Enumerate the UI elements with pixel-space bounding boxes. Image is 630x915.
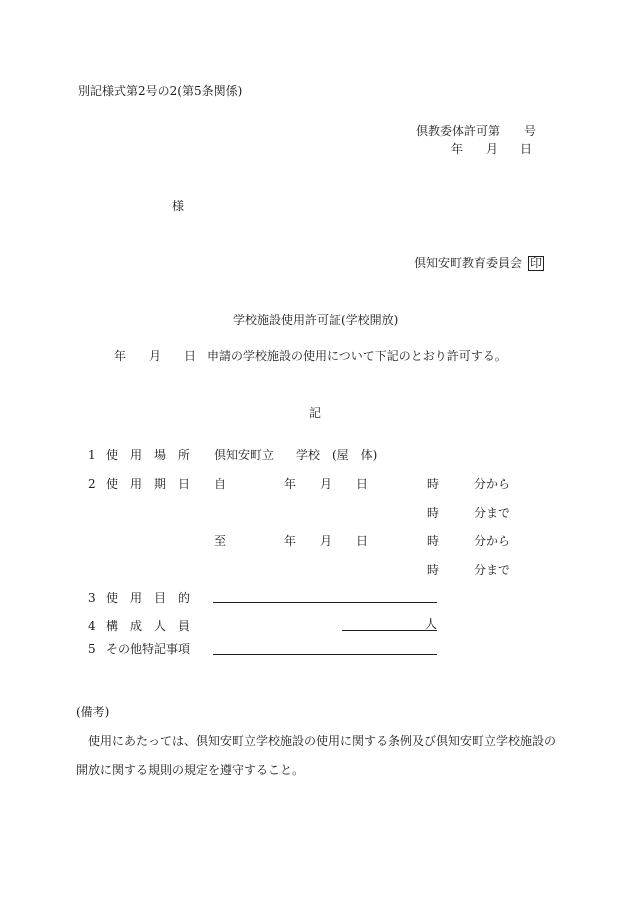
period-from-day: 日: [356, 477, 369, 491]
intro-day: 日: [184, 349, 197, 363]
period-to-month: 月: [320, 534, 333, 548]
members-unit: 人: [425, 617, 438, 631]
item-5-label: その他特記事項: [106, 642, 191, 656]
period-from-month: 月: [320, 477, 333, 491]
remarks-line-1: 使用にあたっては、倶知安町立学校施設の使用に関する条例及び倶知安町立学校施設の: [88, 734, 557, 748]
facility: (屋 体): [332, 448, 378, 462]
item-3-number: 3: [88, 591, 96, 605]
seal-stamp: 印: [530, 256, 543, 270]
purpose-underline: [213, 602, 437, 603]
period-from-year: 年: [284, 477, 297, 491]
period-hour: 時: [427, 506, 440, 520]
item-2-label-char: 期: [154, 477, 167, 491]
item-5-number: 5: [88, 642, 96, 656]
item-4-number: 4: [88, 619, 96, 633]
period-to-day: 日: [356, 534, 369, 548]
period-hour: 時: [427, 477, 440, 491]
issuer-block: [414, 256, 544, 271]
item-3-label-char: 目: [154, 591, 167, 605]
period-hour: 時: [427, 534, 440, 548]
item-3-label-char: 使: [106, 591, 119, 605]
item-4-label-char: 構: [106, 619, 119, 633]
permit-date-month: 月: [486, 142, 499, 156]
item-1-number: 1: [88, 448, 96, 462]
recipient-suffix: 様: [172, 199, 185, 213]
issuer-name: 倶知安町教育委員会: [414, 256, 523, 270]
intro-text: 申請の学校施設の使用について下記のとおり許可する。: [207, 349, 507, 363]
item-2-label-char: 使: [106, 477, 119, 491]
permit-number: 倶教委体許可第 号: [416, 124, 537, 138]
item-2-label-char: 用: [130, 477, 143, 491]
period-to: 至: [214, 534, 227, 548]
members-underline: [342, 630, 437, 631]
permit-date-day: 日: [520, 142, 533, 156]
permit-date-year: 年: [451, 142, 464, 156]
item-3-label-char: 用: [130, 591, 143, 605]
school-prefix: 倶知安町立: [214, 448, 275, 462]
period-minute-from: 分から: [474, 477, 511, 491]
item-1-label-char: 所: [178, 448, 191, 462]
intro-month: 月: [149, 349, 162, 363]
other-underline: [213, 654, 437, 655]
period-minute-to: 分まで: [474, 506, 511, 520]
item-4-label-char: 人: [154, 619, 167, 633]
form-identifier: 別記様式第2号の2(第5条関係): [78, 84, 243, 98]
item-1-label-char: 用: [130, 448, 143, 462]
remarks-line-2: 開放に関する規則の規定を遵守すること。: [76, 763, 305, 777]
period-minute-from: 分から: [474, 534, 511, 548]
period-from: 自: [214, 477, 227, 491]
period-hour: 時: [427, 563, 440, 577]
item-1-label-char: 場: [154, 448, 167, 462]
ki-heading: 記: [309, 406, 322, 420]
period-to-year: 年: [284, 534, 297, 548]
intro-year: 年: [114, 349, 127, 363]
school-suffix: 学校: [296, 448, 321, 462]
item-4-label-char: 成: [130, 619, 143, 633]
item-4-label-char: 員: [178, 619, 191, 633]
item-1-label-char: 使: [106, 448, 119, 462]
document-title: 学校施設使用許可証(学校開放): [233, 313, 399, 327]
item-2-number: 2: [88, 477, 96, 491]
item-3-label-char: 的: [178, 591, 191, 605]
item-2-label-char: 日: [178, 477, 191, 491]
period-minute-to: 分まで: [474, 563, 511, 577]
remarks-heading: (備考): [76, 705, 110, 719]
